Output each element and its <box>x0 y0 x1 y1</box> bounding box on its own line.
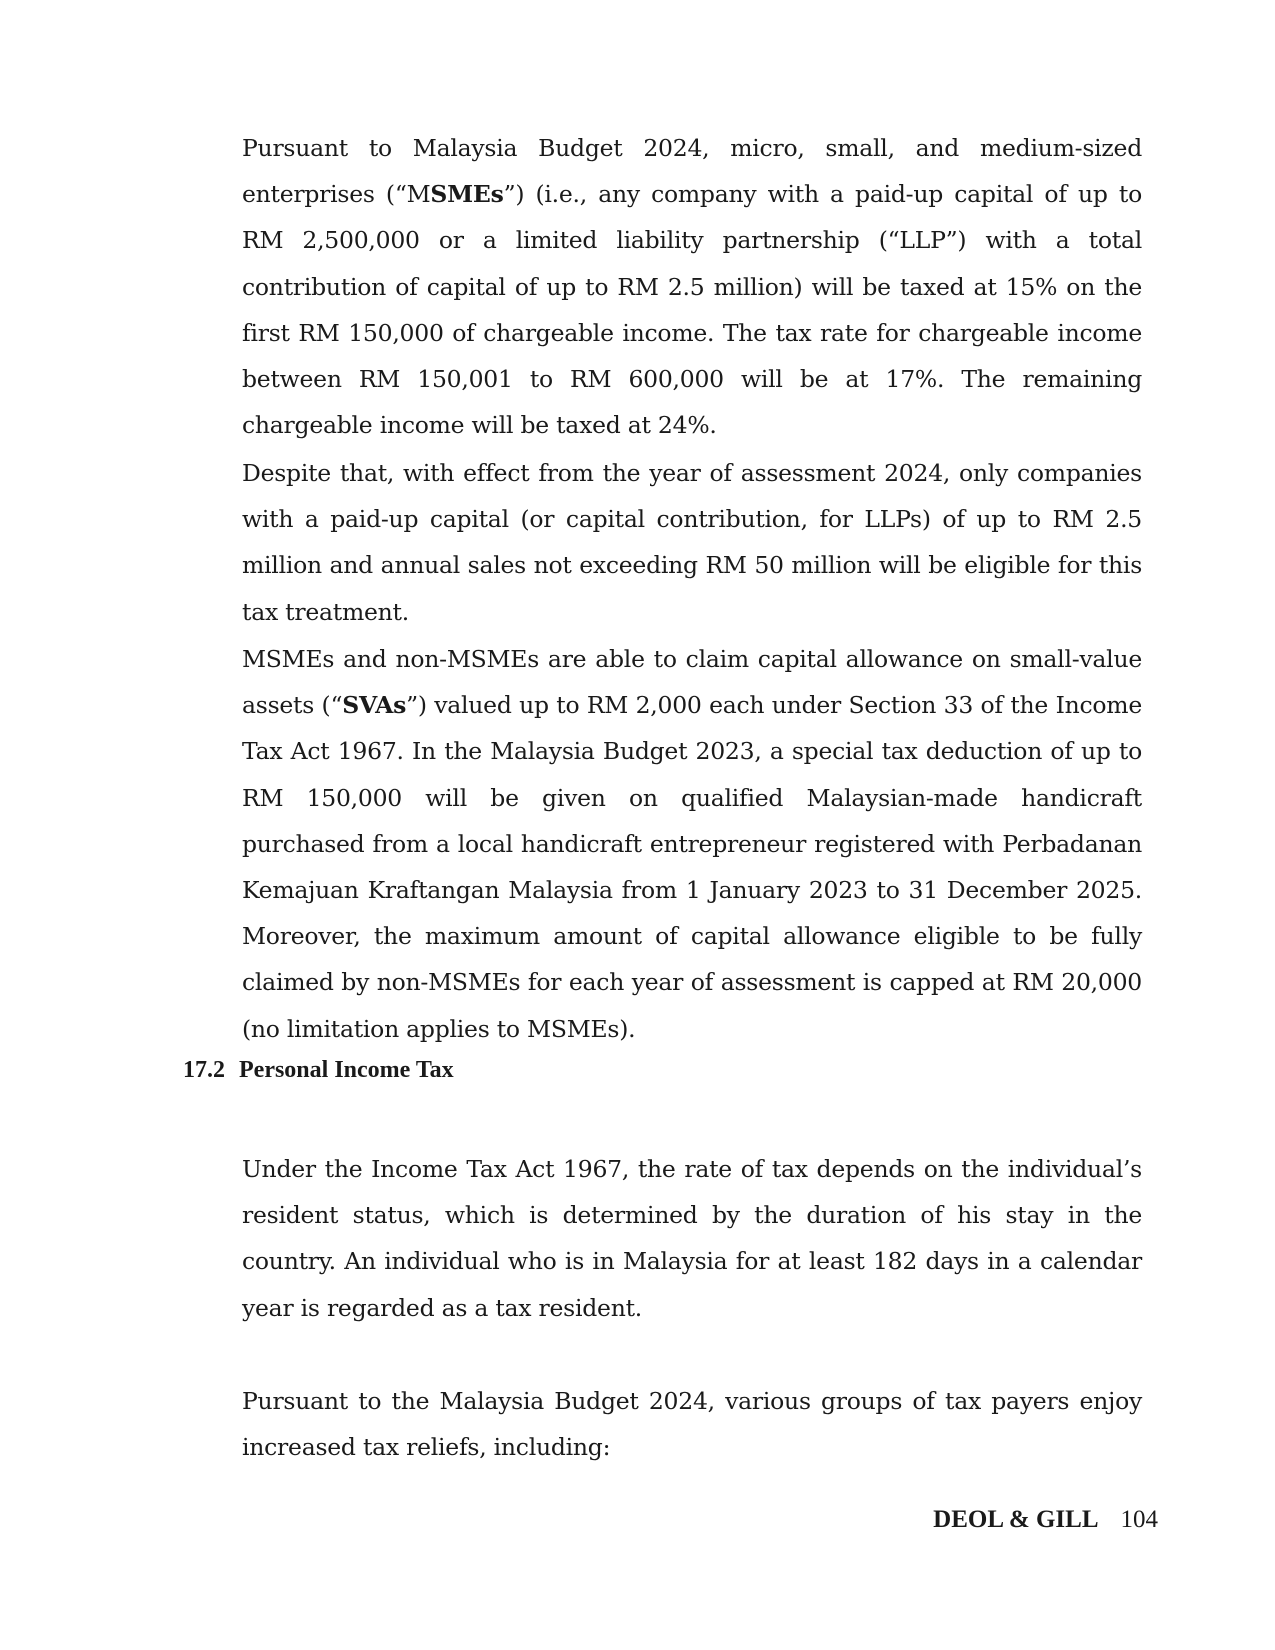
page-number: 104 <box>1120 1506 1158 1533</box>
paragraph-tax-reliefs: Pursuant to the Malaysia Budget 2024, various groups of tax payers enjoy increased tax reliefs, including: <box>242 1387 1142 1462</box>
section-heading <box>183 1055 454 1085</box>
paragraph-eligibility: Despite that, with effect from the year of assessment 2024, only companies with a paid-up capital (or capital contribution, for LLPs) of up to RM 2.5 million and annual sales not exceeding RM 50 million will be eligible for this tax treatment. <box>242 459 1142 626</box>
paragraph-text: ”) valued up to RM 2,000 each under Section 33 of the Income Tax Act 1967. In the Malaysia Budget 2023, a special tax deduction of up to RM 150,000 will be given on qualified Malaysian-made handicraft purchased from a local handicraft entrepreneur registered with Perbadanan Kemajuan Kraftangan Malaysia from 1 January 2023 to 31 December 2025. Moreover, the maximum amount of capital allowance eligible to be fully claimed by non-MSMEs for each year of assessment is capped at RM 20,000 (no limitation applies to MSMEs). <box>242 691 1142 1043</box>
page-footer <box>933 1505 1158 1535</box>
defined-term-svas: SVAs <box>342 691 407 720</box>
paragraph-text: Pursuant to Malaysia Budget 2024, micro, small, and medium-sized enterprises (“M <box>242 134 1142 209</box>
paragraph-capital-allowance <box>242 636 1142 1052</box>
defined-term-smes: SMEs <box>430 180 504 209</box>
paragraph-text: MSMEs and non-MSMEs are able to claim capital allowance on small-value assets (“ <box>242 645 1142 720</box>
firm-name: DEOL & GILL <box>933 1506 1099 1533</box>
paragraph-msme-tax-rates <box>242 125 1142 448</box>
paragraph-text: ”) (i.e., any company with a paid-up capital of up to RM 2,500,000 or a limited liability partnership (“LLP”) with a total contribution of capital of up to RM 2.5 million) will be taxed at 15% on the first RM 150,000 of chargeable income. The tax rate for chargeable income between RM 150,001 to RM 600,000 will be at 17%. The remaining chargeable income will be taxed at 24%. <box>242 180 1142 440</box>
paragraph-resident-status: Under the Income Tax Act 1967, the rate of tax depends on the individual’s resident status, which is determined by the duration of his stay in the country. An individual who is in Malaysia for at least 182 days in a calendar year is regarded as a tax resident. <box>242 1155 1142 1322</box>
section-title: Personal Income Tax <box>239 1057 454 1083</box>
section-number: 17.2 <box>183 1057 225 1083</box>
